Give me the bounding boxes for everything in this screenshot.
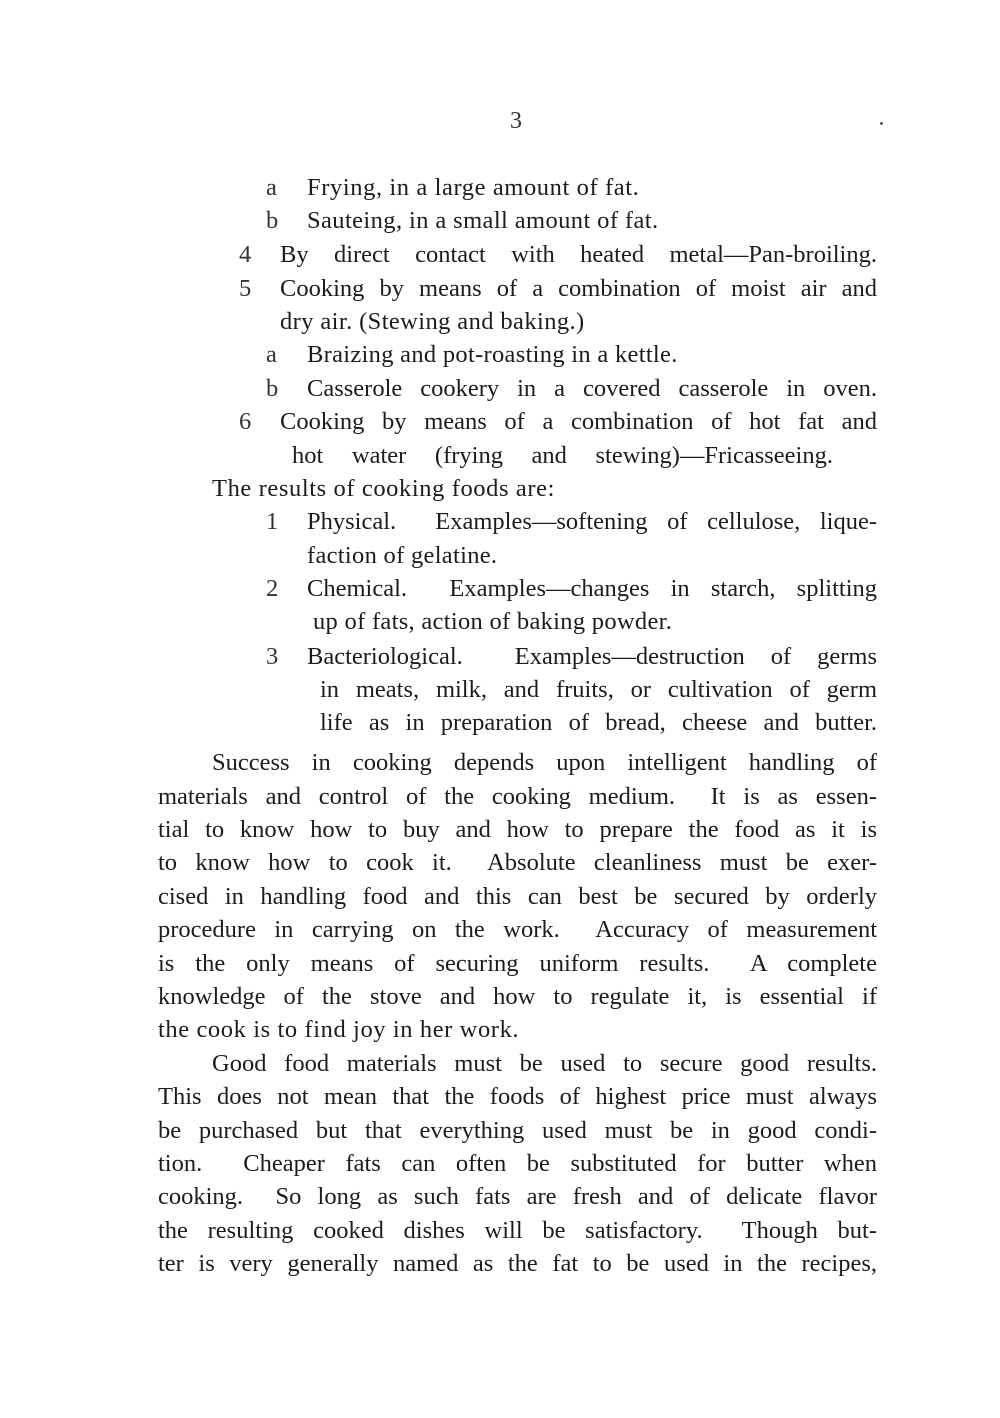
list-item-continuation: hot water (frying and stewing)—Fricasseeing. <box>292 442 833 469</box>
list-item-continuation: up of fats, action of baking powder. <box>313 608 673 635</box>
list-marker: 4 <box>239 241 252 268</box>
list-item: Physical. Examples—softening of cellulose, lique- <box>307 508 877 535</box>
list-marker: b <box>266 375 279 402</box>
list-item: Sauteing, in a small amount of fat. <box>307 207 659 234</box>
list-marker: 1 <box>266 508 279 535</box>
paragraph-line: knowledge of the stove and how to regulate it, is essential if <box>158 983 877 1010</box>
paragraph-line: cised in handling food and this can best be secured by orderly <box>158 883 877 910</box>
paragraph-line: Good food materials must be used to secure good results. <box>212 1050 877 1077</box>
paragraph-line: cooking. So long as such fats are fresh and of delicate flavor <box>158 1183 877 1210</box>
scan-speck <box>880 122 883 125</box>
paragraph-line: the resulting cooked dishes will be satisfactory. Though but- <box>158 1217 877 1244</box>
paragraph-line: procedure in carrying on the work. Accuracy of measurement <box>158 916 877 943</box>
paragraph-line: This does not mean that the foods of highest price must always <box>158 1083 877 1110</box>
list-item-continuation: dry air. (Stewing and baking.) <box>280 308 585 335</box>
list-item: Casserole cookery in a covered casserole in oven. <box>307 375 877 402</box>
list-item: Cooking by means of a combination of moist air and <box>280 275 877 302</box>
list-marker: a <box>266 341 277 368</box>
list-marker: 5 <box>239 275 252 302</box>
list-item-continuation: life as in preparation of bread, cheese and butter. <box>320 709 877 736</box>
list-marker: 6 <box>239 408 252 435</box>
list-item: By direct contact with heated metal—Pan-broiling. <box>280 241 877 268</box>
paragraph-line: Success in cooking depends upon intelligent handling of <box>212 749 877 776</box>
results-intro: The results of cooking foods are: <box>212 475 555 502</box>
page-number: 3 <box>510 108 522 134</box>
paragraph-line: to know how to cook it. Absolute cleanliness must be exer- <box>158 849 877 876</box>
list-marker: 2 <box>266 575 279 602</box>
list-item: Chemical. Examples—changes in starch, splitting <box>307 575 877 602</box>
paragraph-line: the cook is to find joy in her work. <box>158 1016 520 1043</box>
paragraph-line: tial to know how to buy and how to prepare the food as it is <box>158 816 877 843</box>
paragraph-line: is the only means of securing uniform results. A complete <box>158 950 877 977</box>
list-marker: b <box>266 207 279 234</box>
paragraph-line: materials and control of the cooking medium. It is as essen- <box>158 783 877 810</box>
list-item: Bacteriological. Examples—destruction of germs <box>307 643 877 670</box>
list-item-continuation: in meats, milk, and fruits, or cultivation of germ <box>320 676 877 703</box>
paragraph-line: tion. Cheaper fats can often be substituted for butter when <box>158 1150 877 1177</box>
list-item: Cooking by means of a combination of hot fat and <box>280 408 877 435</box>
list-item-continuation: faction of gelatine. <box>307 542 498 569</box>
paragraph-line: ter is very generally named as the fat to be used in the recipes, <box>158 1250 877 1277</box>
list-marker: a <box>266 174 277 201</box>
paragraph-line: be purchased but that everything used must be in good condi- <box>158 1117 877 1144</box>
list-item: Frying, in a large amount of fat. <box>307 174 640 201</box>
list-marker: 3 <box>266 643 279 670</box>
list-item: Braizing and pot-roasting in a kettle. <box>307 341 678 368</box>
